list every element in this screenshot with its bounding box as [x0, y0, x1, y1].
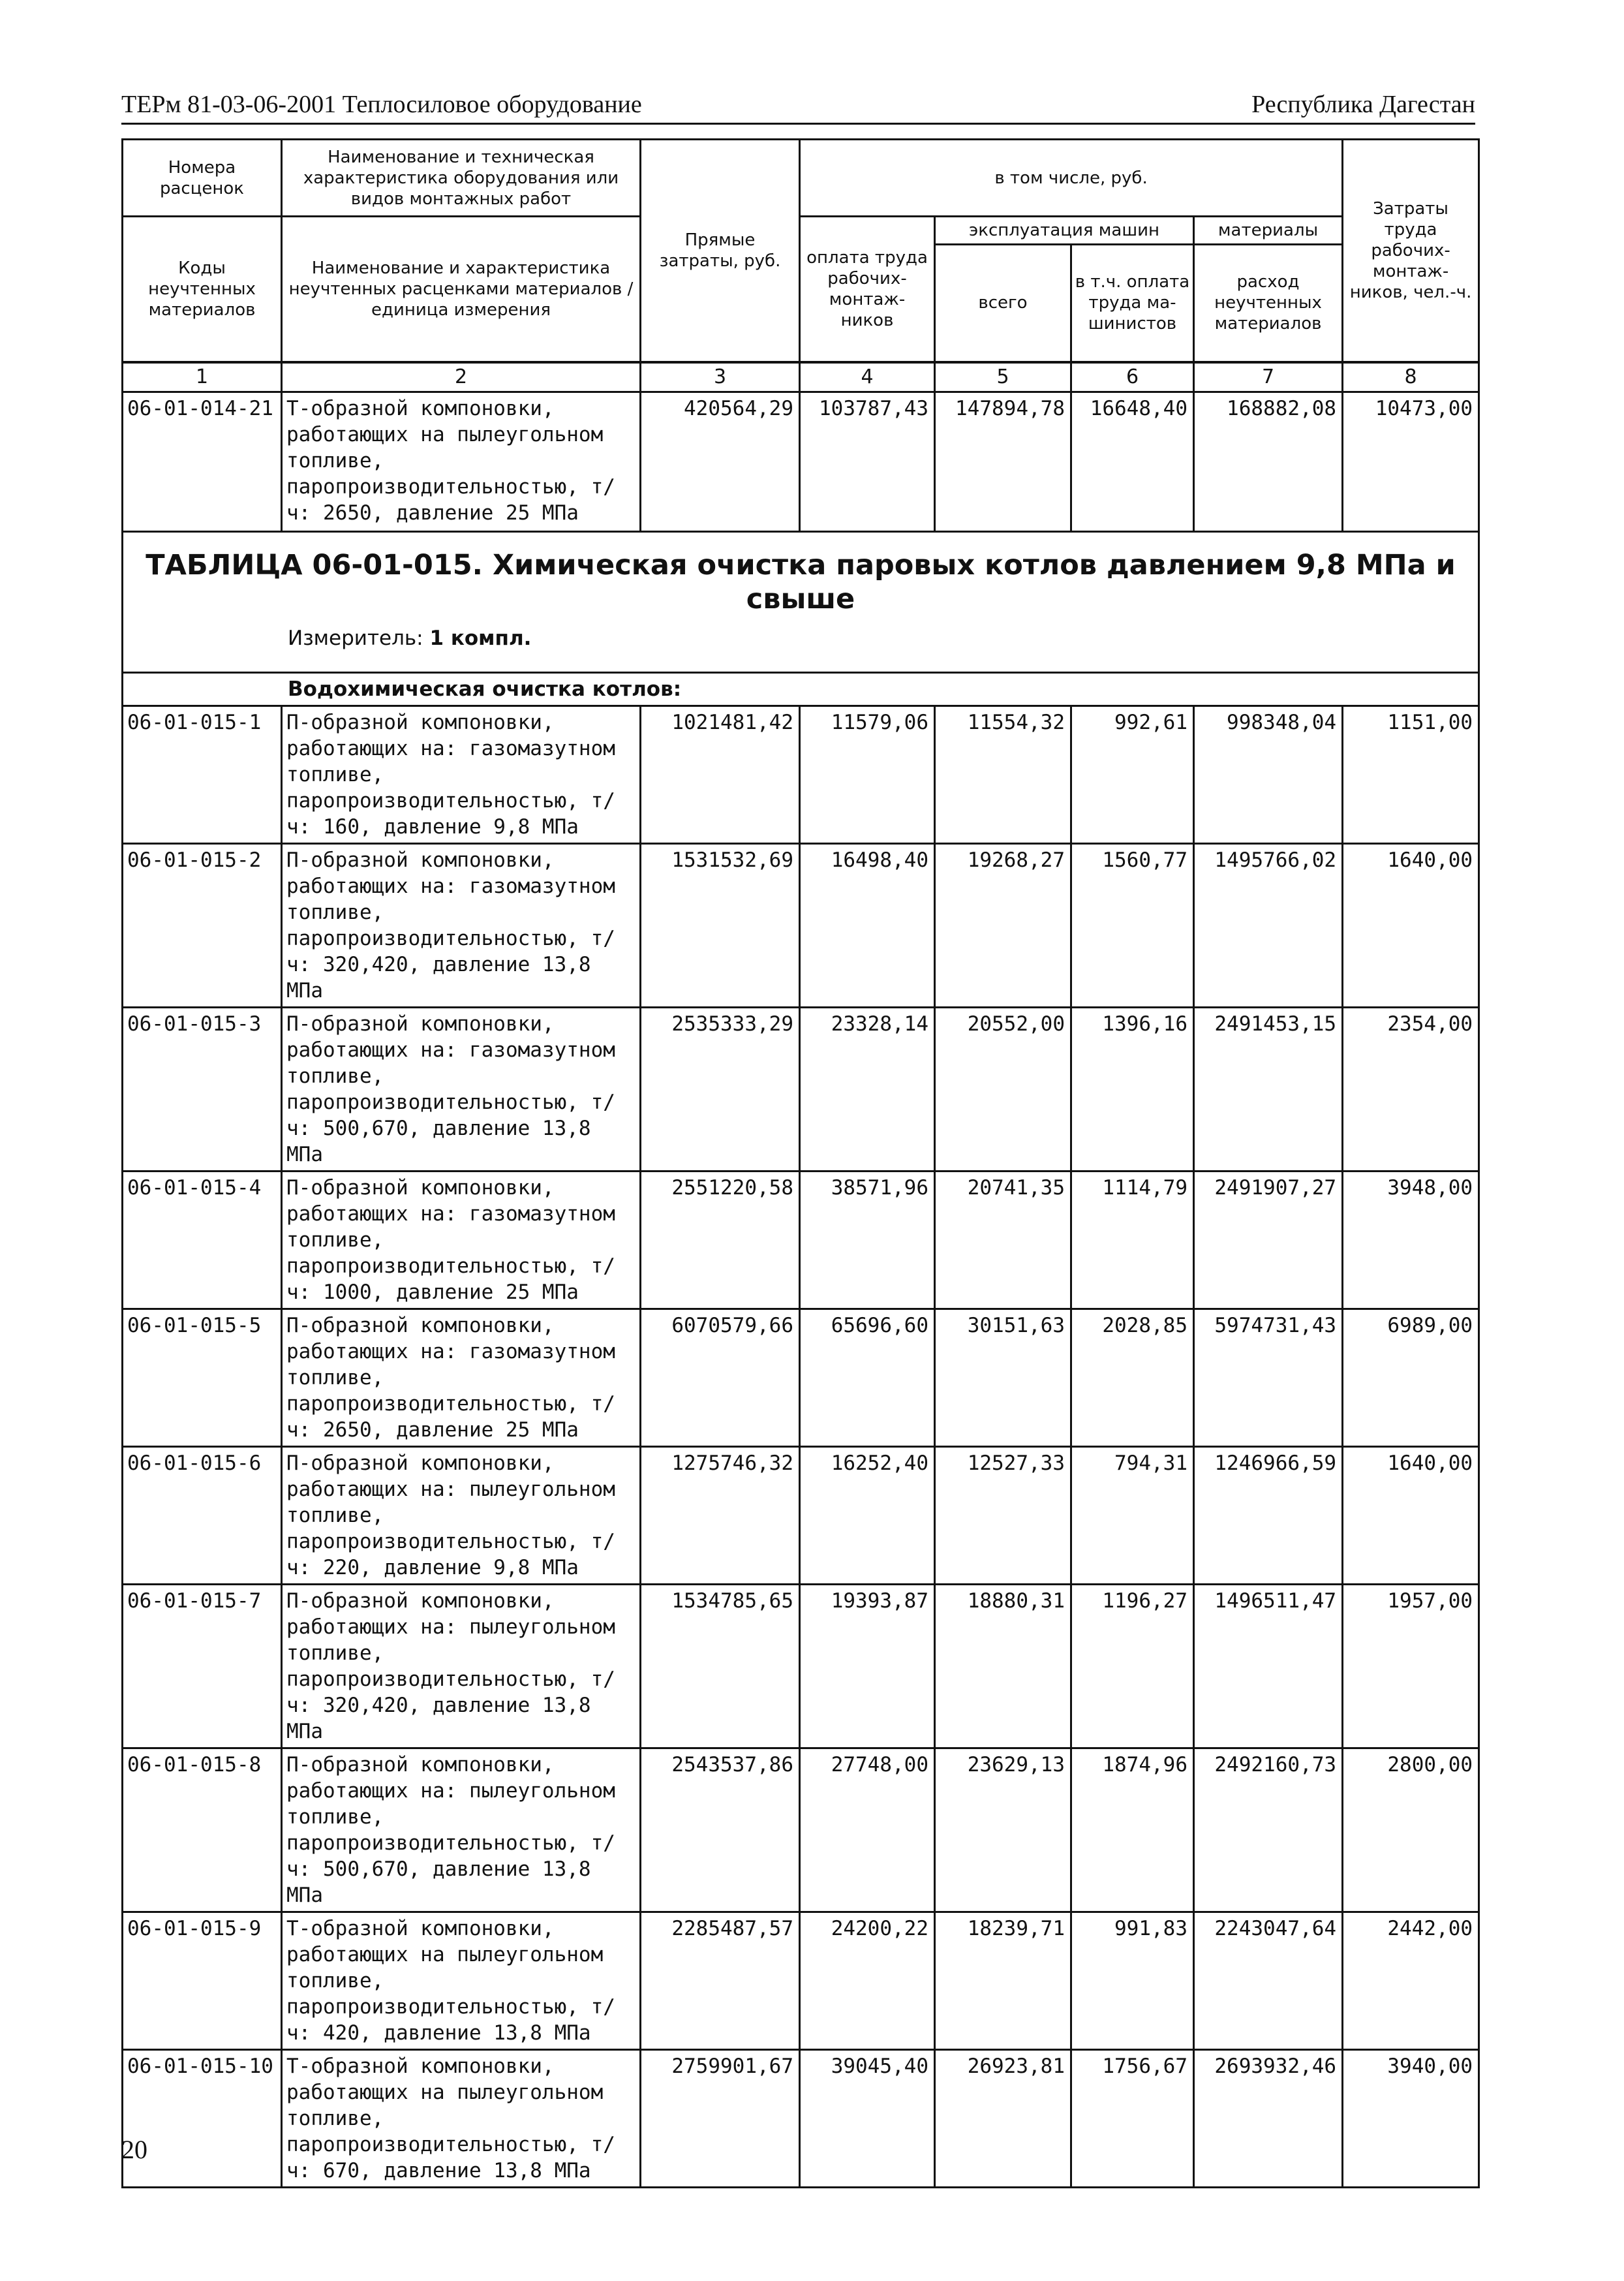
direct-costs-cell: 2543537,86	[641, 1748, 800, 1912]
machines-total-cell: 30151,63	[935, 1309, 1071, 1446]
direct-costs-cell: 6070579,66	[641, 1309, 800, 1446]
rate-code-cell: 06-01-015-4	[123, 1171, 282, 1309]
materials-cell: 2243047,64	[1194, 1912, 1343, 2049]
col-direct-costs-header: Прямые затраты, руб.	[641, 140, 800, 362]
table-row	[123, 1584, 1479, 1748]
worker-pay-cell: 103787,43	[800, 392, 935, 531]
labor-hours-cell: 3948,00	[1343, 1171, 1479, 1309]
column-number-cell: 1	[123, 362, 282, 392]
machines-total-cell: 26923,81	[935, 2049, 1071, 2187]
column-number-cell: 3	[641, 362, 800, 392]
rate-code-cell: 06-01-015-8	[123, 1748, 282, 1912]
machines-total-cell: 147894,78	[935, 392, 1071, 531]
description-cell: П-образной компоновки, работающих на: пылеугольном топливе, паропроизводительностью, т/ч: 320,420, давление 13,8 МПа	[282, 1584, 641, 1748]
direct-costs-cell: 1021481,42	[641, 706, 800, 843]
rate-code-cell: 06-01-015-6	[123, 1446, 282, 1584]
col-group-header: в том числе, руб.	[800, 140, 1343, 217]
measure-label: Измеритель:	[288, 626, 423, 650]
description-cell: П-образной компоновки, работающих на: пылеугольном топливе, паропроизводительностью, т/ч: 500,670, давление 13,8 МПа	[282, 1748, 641, 1912]
labor-hours-cell: 2354,00	[1343, 1007, 1479, 1171]
table-body	[123, 140, 1479, 2188]
measure-line	[132, 625, 1469, 651]
table-title-cell	[123, 531, 1479, 672]
description-cell: Т-образной компоновки, работающих на пылеугольном топливе, паропроизводительностью, т/ч: 670, давление 13,8 МПа	[282, 2049, 641, 2187]
worker-pay-cell: 38571,96	[800, 1171, 935, 1309]
direct-costs-cell: 2285487,57	[641, 1912, 800, 2049]
col-worker-pay-header: оплата труда рабочих-монтаж-ников	[800, 217, 935, 362]
description-cell: П-образной компоновки, работающих на: газомазутном топливе, паропроизводительностью, т/ч: 500,670, давление 13,8 МПа	[282, 1007, 641, 1171]
table-row	[123, 2049, 1479, 2187]
col-unaccounted-materials-header: расход неучтенных материалов	[1194, 245, 1343, 362]
materials-cell: 2491453,15	[1194, 1007, 1343, 1171]
operators-pay-cell: 1874,96	[1071, 1748, 1194, 1912]
materials-cell: 2491907,27	[1194, 1171, 1343, 1309]
description-cell: П-образной компоновки, работающих на: газомазутном топливе, паропроизводительностью, т/ч: 320,420, давление 13,8 МПа	[282, 843, 641, 1007]
machines-total-cell: 20741,35	[935, 1171, 1071, 1309]
operators-pay-cell: 16648,40	[1071, 392, 1194, 531]
labor-hours-cell: 1151,00	[1343, 706, 1479, 843]
worker-pay-cell: 16252,40	[800, 1446, 935, 1584]
measure-value: 1 компл.	[429, 626, 532, 650]
table-row	[123, 1748, 1479, 1912]
page-number: 20	[121, 2135, 147, 2164]
rate-code-cell: 06-01-015-2	[123, 843, 282, 1007]
materials-cell: 1495766,02	[1194, 843, 1343, 1007]
machines-total-cell: 18239,71	[935, 1912, 1071, 2049]
col-machines-header: эксплуатация машин	[935, 217, 1194, 245]
column-number-cell: 7	[1194, 362, 1343, 392]
table-title-row	[123, 531, 1479, 672]
column-number-cell: 5	[935, 362, 1071, 392]
direct-costs-cell: 1534785,65	[641, 1584, 800, 1748]
description-cell: П-образной компоновки, работающих на: газомазутном топливе, паропроизводительностью, т/ч: 2650, давление 25 МПа	[282, 1309, 641, 1446]
machines-total-cell: 11554,32	[935, 706, 1071, 843]
labor-hours-cell: 2800,00	[1343, 1748, 1479, 1912]
col-name-header: Наименование и техническая характеристика оборудования или видов монтажных работ	[282, 140, 641, 217]
machines-total-cell: 12527,33	[935, 1446, 1071, 1584]
column-number-cell: 8	[1343, 362, 1479, 392]
description-cell: Т-образной компоновки, работающих на пылеугольном топливе, паропроизводительностью, т/ч: 2650, давление 25 МПа	[282, 392, 641, 531]
materials-cell: 168882,08	[1194, 392, 1343, 531]
description-cell: Т-образной компоновки, работающих на пылеугольном топливе, паропроизводительностью, т/ч: 420, давление 13,8 МПа	[282, 1912, 641, 2049]
col-material-codes-header: Коды неучтенных материалов	[123, 217, 282, 362]
header-region: Республика Дагестан	[1251, 91, 1475, 118]
direct-costs-cell: 2535333,29	[641, 1007, 800, 1171]
worker-pay-cell: 24200,22	[800, 1912, 935, 2049]
operators-pay-cell: 1560,77	[1071, 843, 1194, 1007]
column-numbers-row	[123, 362, 1479, 392]
table-row	[123, 1171, 1479, 1309]
labor-hours-cell: 1957,00	[1343, 1584, 1479, 1748]
machines-total-cell: 18880,31	[935, 1584, 1071, 1748]
materials-cell: 5974731,43	[1194, 1309, 1343, 1446]
worker-pay-cell: 11579,06	[800, 706, 935, 843]
materials-cell: 2492160,73	[1194, 1748, 1343, 1912]
column-number-cell: 2	[282, 362, 641, 392]
worker-pay-cell: 23328,14	[800, 1007, 935, 1171]
operators-pay-cell: 992,61	[1071, 706, 1194, 843]
direct-costs-cell: 1275746,32	[641, 1446, 800, 1584]
worker-pay-cell: 39045,40	[800, 2049, 935, 2187]
column-number-cell: 4	[800, 362, 935, 392]
worker-pay-cell: 27748,00	[800, 1748, 935, 1912]
table-row	[123, 843, 1479, 1007]
materials-cell: 2693932,46	[1194, 2049, 1343, 2187]
direct-costs-cell: 2759901,67	[641, 2049, 800, 2187]
price-table	[121, 138, 1480, 2188]
col-machines-total-header: всего	[935, 245, 1071, 362]
materials-cell: 1246966,59	[1194, 1446, 1343, 1584]
labor-hours-cell: 6989,00	[1343, 1309, 1479, 1446]
operators-pay-cell: 1396,16	[1071, 1007, 1194, 1171]
rate-code-cell: 06-01-015-3	[123, 1007, 282, 1171]
machines-total-cell: 19268,27	[935, 843, 1071, 1007]
running-header	[121, 84, 1475, 125]
table-row	[123, 392, 1479, 531]
rate-code-cell: 06-01-015-1	[123, 706, 282, 843]
column-number-cell: 6	[1071, 362, 1194, 392]
table-row	[123, 1007, 1479, 1171]
col-labor-hours-header: Затраты труда рабочих-монтаж-ников, чел.-ч.	[1343, 140, 1479, 362]
operators-pay-cell: 1196,27	[1071, 1584, 1194, 1748]
operators-pay-cell: 991,83	[1071, 1912, 1194, 2049]
header-row-top	[123, 140, 1479, 217]
materials-cell: 998348,04	[1194, 706, 1343, 843]
table-row	[123, 1309, 1479, 1446]
col-rate-numbers-header: Номера расценок	[123, 140, 282, 217]
direct-costs-cell: 2551220,58	[641, 1171, 800, 1309]
labor-hours-cell: 1640,00	[1343, 1446, 1479, 1584]
materials-cell: 1496511,47	[1194, 1584, 1343, 1748]
operators-pay-cell: 2028,85	[1071, 1309, 1194, 1446]
description-cell: П-образной компоновки, работающих на: газомазутном топливе, паропроизводительностью, т/ч: 1000, давление 25 МПа	[282, 1171, 641, 1309]
labor-hours-cell: 1640,00	[1343, 843, 1479, 1007]
description-cell: П-образной компоновки, работающих на: пылеугольном топливе, паропроизводительностью, т/ч: 220, давление 9,8 МПа	[282, 1446, 641, 1584]
worker-pay-cell: 16498,40	[800, 843, 935, 1007]
col-materials-header: материалы	[1194, 217, 1343, 245]
section-heading: Водохимическая очистка котлов:	[123, 672, 1479, 706]
description-cell: П-образной компоновки, работающих на: газомазутном топливе, паропроизводительностью, т/ч: 160, давление 9,8 МПа	[282, 706, 641, 843]
labor-hours-cell: 10473,00	[1343, 392, 1479, 531]
machines-total-cell: 23629,13	[935, 1748, 1071, 1912]
rate-code-cell: 06-01-015-5	[123, 1309, 282, 1446]
rate-code-cell: 06-01-015-9	[123, 1912, 282, 2049]
worker-pay-cell: 65696,60	[800, 1309, 935, 1446]
rate-code-cell: 06-01-015-10	[123, 2049, 282, 2187]
operators-pay-cell: 1114,79	[1071, 1171, 1194, 1309]
operators-pay-cell: 794,31	[1071, 1446, 1194, 1584]
section-row	[123, 672, 1479, 706]
table-row	[123, 706, 1479, 843]
col-material-name-header: Наименование и характеристика неучтенных расценками материалов / единица измерения	[282, 217, 641, 362]
table-row	[123, 1912, 1479, 2049]
rate-code-cell: 06-01-014-21	[123, 392, 282, 531]
direct-costs-cell: 1531532,69	[641, 843, 800, 1007]
operators-pay-cell: 1756,67	[1071, 2049, 1194, 2187]
worker-pay-cell: 19393,87	[800, 1584, 935, 1748]
header-row-middle	[123, 217, 1479, 245]
machines-total-cell: 20552,00	[935, 1007, 1071, 1171]
rate-code-cell: 06-01-015-7	[123, 1584, 282, 1748]
table-title: ТАБЛИЦА 06-01-015. Химическая очистка паровых котлов давлением 9,8 МПа и свыше	[146, 548, 1456, 615]
direct-costs-cell: 420564,29	[641, 392, 800, 531]
header-doc-title: ТЕРм 81-03-06-2001 Теплосиловое оборудование	[121, 91, 642, 118]
col-operators-pay-header: в т.ч. оплата труда ма-шинистов	[1071, 245, 1194, 362]
table-row	[123, 1446, 1479, 1584]
labor-hours-cell: 3940,00	[1343, 2049, 1479, 2187]
labor-hours-cell: 2442,00	[1343, 1912, 1479, 2049]
